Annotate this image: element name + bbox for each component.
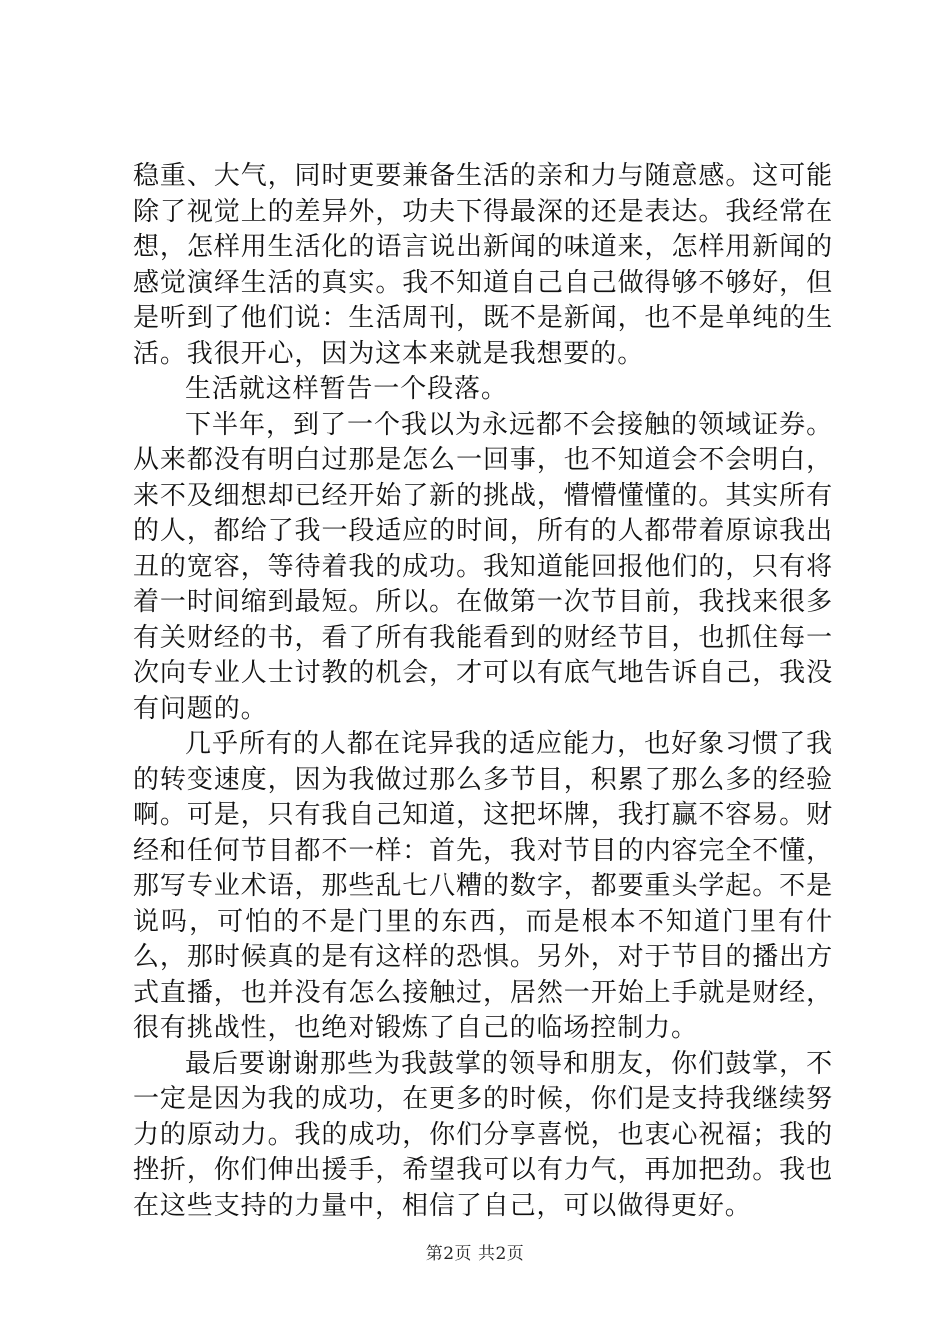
page-footer [0, 1243, 950, 1265]
paragraph: 生活就这样暂告一个段落。 [185, 374, 508, 404]
paragraph-continued: 稳重、大气，同时更要兼备生活的亲和力与随意感。这可能除了视觉上的差异外，功夫下得最深的还是表达。我经常在想，怎样用生活化的语言说出新闻的味道来，怎样用新闻的感觉演绎生活的真实。我不知道自己自己做得够不够好，但是听到了他们说：生活周刊，既不是新闻，也不是单纯的生活。我很开心，因为这本来就是我想要的。 [133, 161, 833, 369]
paragraph: 下半年，到了一个我以为永远都不会接触的领域证券。从来都没有明白过那是怎么一回事，也不知道会不会明白，来不及细想却已经开始了新的挑战，懵懵懂懂的。其实所有的人，都给了我一段适应的时间，所有的人都带着原谅我出丑的宽容，等待着我的成功。我知道能回报他们的，只有将着一时间缩到最短。所以。在做第一次节目前，我找来很多有关财经的书，看了所有我能看到的财经节目，也抓住每一次向专业人士讨教的机会，才可以有底气地告诉自己，我没有问题的。 [133, 409, 833, 724]
document-body [133, 159, 833, 1224]
paragraph: 几乎所有的人都在诧异我的适应能力，也好象习惯了我的转变速度，因为我做过那么多节目，积累了那么多的经验啊。可是，只有我自己知道，这把坏牌，我打赢不容易。财经和任何节目都不一样：首先，我对节目的内容完全不懂，那写专业术语，那些乱七八糟的数字，都要重头学起。不是说吗，可怕的不是门里的东西，而是根本不知道门里有什么，那时候真的是有这样的恐惧。另外，对于节目的播出方式直播，也并没有怎么接触过，居然一开始上手就是财经，很有挑战性，也绝对锻炼了自己的临场控制力。 [133, 729, 833, 1043]
paragraph: 最后要谢谢那些为我鼓掌的领导和朋友，你们鼓掌，不一定是因为我的成功，在更多的时候，你们是支持我继续努力的原动力。我的成功，你们分享喜悦，也衷心祝福；我的挫折，你们伸出援手，希望我可以有力气，再加把劲。我也在这些支持的力量中，相信了自己，可以做得更好。 [133, 1048, 833, 1221]
page-number-label: 第2页 共2页 [425, 1244, 525, 1264]
